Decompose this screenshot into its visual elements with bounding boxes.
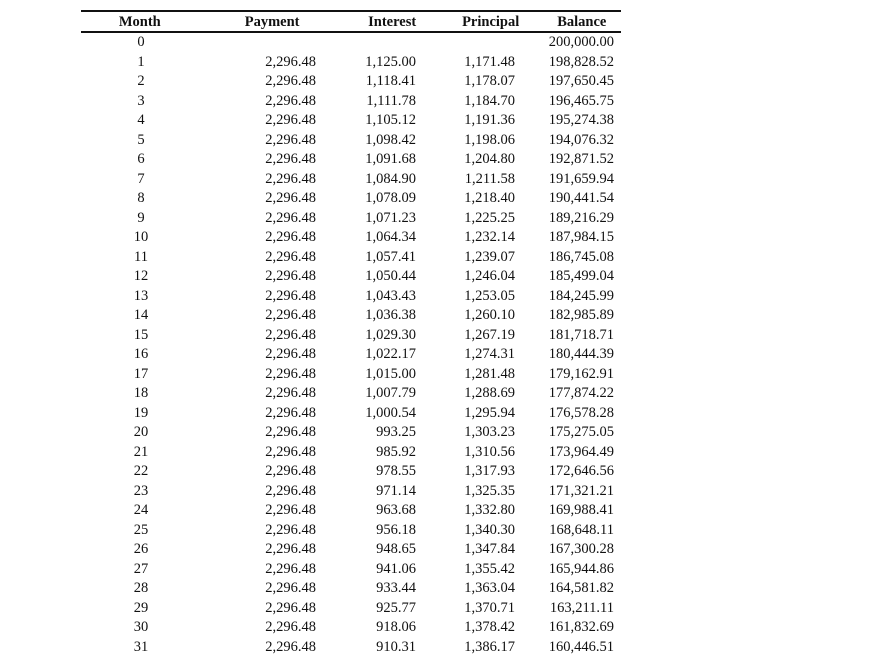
cell-interest: [316, 33, 416, 53]
cell-interest: 1,029.30: [365, 326, 416, 343]
cell-month: 8: [137, 190, 145, 206]
table-row: [81, 404, 621, 424]
cell-interest: 1,000.54: [365, 404, 416, 421]
cell-principal: 1,191.36: [464, 112, 515, 128]
cell-interest: 1,057.41: [365, 248, 416, 265]
header-principal: Principal: [462, 14, 520, 30]
cell-interest: 963.68: [376, 502, 416, 518]
cell-month: 11: [134, 248, 148, 265]
cell-principal: 1,325.35: [464, 482, 515, 499]
cell-interest: 1,084.90: [365, 170, 416, 187]
cell-principal: 1,267.19: [464, 326, 515, 343]
table-row: [81, 521, 621, 541]
cell-interest: 971.14: [376, 482, 416, 499]
cell-balance: 200,000.00: [548, 34, 614, 50]
cell-principal: 1,355.42: [464, 560, 515, 577]
table-row: [81, 150, 621, 170]
cell-interest: 948.65: [376, 541, 416, 557]
cell-payment: 2,296.48: [265, 248, 316, 265]
table-row: [81, 33, 621, 53]
cell-principal: 1,303.23: [464, 424, 515, 440]
table-row: [81, 579, 621, 599]
table-body: [81, 33, 621, 657]
cell-balance: 171,321.21: [548, 482, 614, 499]
cell-payment: 2,296.48: [265, 131, 316, 148]
cell-principal: 1,211.58: [464, 170, 515, 187]
cell-balance: 186,745.08: [548, 248, 614, 265]
cell-month: 21: [133, 443, 149, 460]
cell-interest: 1,022.17: [365, 346, 416, 362]
cell-interest: 1,007.79: [365, 385, 416, 401]
cell-month: 24: [133, 502, 149, 518]
cell-interest: 1,118.41: [365, 73, 416, 89]
cell-month: 13: [133, 287, 149, 304]
cell-balance: 194,076.32: [548, 131, 614, 148]
cell-balance: 160,446.51: [548, 638, 614, 655]
cell-balance: 197,650.45: [548, 73, 614, 89]
cell-month: 20: [133, 424, 149, 440]
table-row: [81, 443, 621, 463]
cell-month: 14: [133, 307, 149, 323]
table-row: [81, 72, 621, 92]
cell-month: 29: [133, 599, 149, 616]
cell-month: 16: [133, 346, 149, 362]
table-row: [81, 92, 621, 112]
cell-interest: 1,036.38: [365, 307, 416, 323]
cell-month: 27: [133, 560, 149, 577]
cell-payment: 2,296.48: [265, 268, 316, 284]
cell-principal: 1,171.48: [464, 53, 515, 70]
cell-balance: 177,874.22: [548, 385, 614, 401]
cell-balance: 172,646.56: [548, 463, 614, 479]
cell-balance: 175,275.05: [548, 424, 614, 440]
cell-balance: 180,444.39: [548, 346, 614, 362]
cell-payment: 2,296.48: [265, 521, 316, 538]
cell-interest: 1,078.09: [365, 190, 416, 206]
table-row: [81, 209, 621, 229]
cell-month: 17: [133, 365, 149, 382]
cell-principal: 1,370.71: [464, 599, 515, 616]
cell-interest: 1,043.43: [365, 287, 416, 304]
header-balance: Balance: [557, 14, 607, 30]
cell-month: 23: [133, 482, 149, 499]
cell-month: 2: [137, 73, 145, 89]
cell-payment: 2,296.48: [265, 190, 316, 206]
cell-month: 0: [137, 34, 145, 50]
cell-principal: 1,260.10: [464, 307, 515, 323]
cell-balance: 198,828.52: [548, 53, 614, 70]
cell-principal: 1,274.31: [464, 346, 515, 362]
cell-principal: 1,386.17: [464, 638, 515, 655]
cell-principal: 1,363.04: [464, 580, 515, 596]
cell-payment: 2,296.48: [265, 365, 316, 382]
cell-month: 10: [133, 229, 149, 245]
cell-month: 26: [133, 541, 149, 557]
table-row: [81, 131, 621, 151]
header-interest: Interest: [368, 14, 417, 30]
cell-payment: 2,296.48: [265, 560, 316, 577]
table-row: [81, 287, 621, 307]
cell-payment: 2,296.48: [265, 463, 316, 479]
cell-principal: 1,239.07: [464, 248, 515, 265]
cell-principal: 1,310.56: [464, 443, 515, 460]
cell-payment: 2,296.48: [265, 346, 316, 362]
cell-payment: 2,296.48: [265, 599, 316, 616]
table-row: [81, 599, 621, 619]
table-row: [81, 384, 621, 404]
cell-principal: 1,178.07: [464, 73, 515, 89]
cell-principal: 1,253.05: [464, 287, 515, 304]
table-row: [81, 423, 621, 443]
cell-payment: 2,296.48: [265, 404, 316, 421]
cell-payment: 2,296.48: [265, 307, 316, 323]
cell-principal: 1,281.48: [464, 365, 515, 382]
cell-balance: 184,245.99: [548, 287, 614, 304]
cell-balance: 187,984.15: [548, 229, 614, 245]
table-row: [81, 638, 621, 658]
table-row: [81, 345, 621, 365]
cell-payment: 2,296.48: [265, 209, 316, 226]
cell-month: 7: [137, 170, 145, 187]
table-row: [81, 462, 621, 482]
cell-principal: 1,332.80: [464, 502, 515, 518]
cell-payment: 2,296.48: [265, 443, 316, 460]
cell-balance: 191,659.94: [548, 170, 614, 187]
cell-payment: 2,296.48: [265, 326, 316, 343]
cell-payment: 2,296.48: [265, 170, 316, 187]
cell-month: 22: [133, 463, 149, 479]
cell-balance: 195,274.38: [548, 112, 614, 128]
cell-month: 5: [137, 131, 145, 148]
cell-principal: 1,225.25: [464, 209, 515, 226]
cell-balance: 161,832.69: [548, 619, 614, 635]
cell-month: 31: [133, 638, 149, 655]
cell-payment: 2,296.48: [265, 53, 316, 70]
cell-month: 15: [133, 326, 149, 343]
cell-balance: 181,718.71: [548, 326, 614, 343]
cell-interest: 933.44: [376, 580, 416, 596]
cell-balance: 196,465.75: [548, 92, 614, 109]
cell-principal: 1,347.84: [464, 541, 515, 557]
cell-balance: 167,300.28: [548, 541, 614, 557]
cell-principal: 1,288.69: [464, 385, 515, 401]
cell-principal: 1,246.04: [464, 268, 515, 284]
header-payment: Payment: [244, 14, 300, 30]
cell-payment: 2,296.48: [265, 92, 316, 109]
cell-payment: 2,296.48: [265, 385, 316, 401]
table-row: [81, 306, 621, 326]
cell-interest: 1,098.42: [365, 131, 416, 148]
cell-month: 6: [137, 151, 145, 167]
cell-principal: 1,198.06: [464, 131, 515, 148]
cell-interest: 978.55: [376, 463, 416, 479]
cell-interest: 1,064.34: [365, 229, 416, 245]
cell-month: 19: [133, 404, 149, 421]
cell-interest: 941.06: [376, 560, 416, 577]
cell-payment: 2,296.48: [265, 502, 316, 518]
table-row: [81, 248, 621, 268]
table-row: [81, 53, 621, 73]
cell-principal: 1,295.94: [464, 404, 515, 421]
cell-payment: [201, 33, 316, 53]
cell-payment: 2,296.48: [265, 482, 316, 499]
cell-payment: 2,296.48: [265, 638, 316, 655]
table-row: [81, 228, 621, 248]
table-row: [81, 365, 621, 385]
cell-balance: 165,944.86: [548, 560, 614, 577]
table-row: [81, 326, 621, 346]
cell-payment: 2,296.48: [265, 287, 316, 304]
cell-balance: 176,578.28: [548, 404, 614, 421]
cell-interest: 1,091.68: [365, 151, 416, 167]
cell-month: 9: [137, 209, 145, 226]
cell-principal: 1,317.93: [464, 463, 515, 479]
table-row: [81, 170, 621, 190]
cell-principal: 1,378.42: [464, 619, 515, 635]
cell-interest: 1,015.00: [365, 365, 416, 382]
cell-interest: 1,111.78: [366, 92, 416, 109]
table-header: [81, 12, 621, 31]
cell-month: 3: [137, 92, 145, 109]
cell-payment: 2,296.48: [265, 151, 316, 167]
table-row: [81, 482, 621, 502]
table-row: [81, 501, 621, 521]
cell-balance: 190,441.54: [548, 190, 614, 206]
cell-balance: 182,985.89: [548, 307, 614, 323]
cell-balance: 189,216.29: [548, 209, 614, 226]
cell-payment: 2,296.48: [265, 73, 316, 89]
cell-interest: 925.77: [376, 599, 416, 616]
table-row: [81, 111, 621, 131]
cell-payment: 2,296.48: [265, 229, 316, 245]
cell-payment: 2,296.48: [265, 112, 316, 128]
cell-interest: 1,071.23: [365, 209, 416, 226]
cell-interest: 993.25: [376, 424, 416, 440]
cell-payment: 2,296.48: [265, 424, 316, 440]
table-row: [81, 189, 621, 209]
table-row: [81, 267, 621, 287]
cell-month: 25: [133, 521, 149, 538]
cell-interest: 956.18: [376, 521, 416, 538]
table-row: [81, 560, 621, 580]
cell-principal: 1,232.14: [464, 229, 515, 245]
cell-month: 4: [137, 112, 145, 128]
cell-month: 1: [137, 53, 145, 70]
table-row: [81, 540, 621, 560]
cell-interest: 1,050.44: [365, 268, 416, 284]
cell-principal: 1,218.40: [464, 190, 515, 206]
cell-principal: 1,184.70: [464, 92, 515, 109]
cell-payment: 2,296.48: [265, 541, 316, 557]
cell-principal: 1,340.30: [464, 521, 515, 538]
cell-month: 28: [133, 580, 149, 596]
cell-balance: 192,871.52: [548, 151, 614, 167]
cell-payment: 2,296.48: [265, 580, 316, 596]
cell-interest: 1,125.00: [365, 53, 416, 70]
cell-month: 30: [133, 619, 149, 635]
cell-balance: 173,964.49: [548, 443, 614, 460]
cell-balance: 163,211.11: [549, 599, 614, 616]
cell-interest: 985.92: [376, 443, 416, 460]
cell-principal: [416, 33, 515, 53]
cell-balance: 179,162.91: [548, 365, 614, 382]
cell-interest: 1,105.12: [365, 112, 416, 128]
cell-balance: 164,581.82: [548, 580, 614, 596]
table-row: [81, 618, 621, 638]
header-month: Month: [118, 14, 161, 30]
cell-interest: 918.06: [376, 619, 416, 635]
cell-month: 12: [133, 268, 149, 284]
cell-balance: 185,499.04: [548, 268, 614, 284]
cell-balance: 168,648.11: [549, 521, 614, 538]
amortization-table: [81, 10, 621, 657]
cell-balance: 169,988.41: [548, 502, 614, 518]
cell-principal: 1,204.80: [464, 151, 515, 167]
cell-payment: 2,296.48: [265, 619, 316, 635]
cell-month: 18: [133, 385, 149, 401]
cell-interest: 910.31: [376, 638, 416, 655]
